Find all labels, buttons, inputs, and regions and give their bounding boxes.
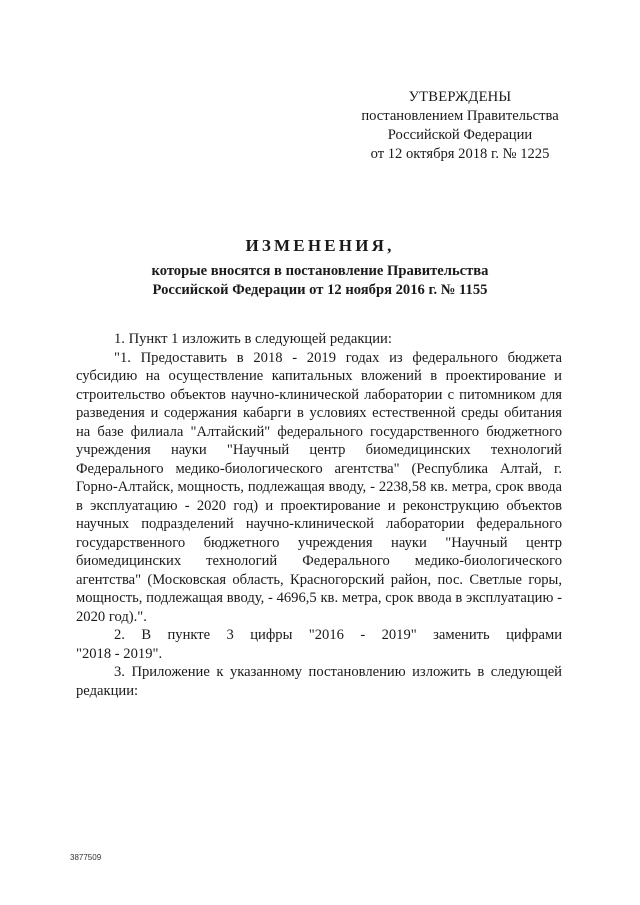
item-3: 3. Приложение к указанному постановлению изложить в следующей редакции: (76, 664, 562, 699)
approval-line-2: Российской Федерации (387, 127, 533, 143)
item-2-line-1: 2. В пункте 3 цифры "2016 - 2019" заменить цифрами (114, 627, 562, 643)
approval-title: УТВЕРЖДЕНЫ (408, 89, 512, 105)
subheading-line-1: которые вносятся в постановление Правительства (151, 263, 489, 279)
document-subheading (0, 262, 640, 300)
subheading-line-2: Российской Федерации от 12 ноября 2016 г. № 1155 (152, 282, 488, 298)
document-body (76, 330, 562, 700)
approval-block (330, 88, 590, 164)
approval-line-1: постановлением Правительства (361, 108, 559, 124)
approval-line-3: от 12 октября 2018 г. № 1225 (370, 146, 550, 162)
document-heading: ИЗМЕНЕНИЯ, (245, 236, 395, 255)
item-1-body: "1. Предоставить в 2018 - 2019 годах из федерального бюджета субсидию на осуществление капитальных вложений в проектирование и строительство объектов научно-клинической лаборатории с питомником для разведения и содержания кабарги в условиях естественной среды обитания на базе филиала "Алтайский" федерального государственного бюджетного учреждения науки "Научный центр биомедицинских технологий Федерального медико-биологического агентства" (Республика Алтай, г. Горно-Алтайск, мощность, подлежащая вводу, - 2238,58 кв. метра, срок ввода в эксплуатацию - 2020 год) и проектирование и реконструкцию объектов научных подразделений научно-клинической лаборатории федерального государственного бюджетного учреждения науки "Научный центр биомедицинских технологий Федерального медико-биологического агентства" (Московская область, Красногорский район, пос. Светлые горы, мощность, подлежащая вводу, - 4696,5 кв. метра, срок ввода в эксплуатацию - 2020 год).". (76, 349, 562, 625)
item-2-line-2: "2018 - 2019". (76, 645, 163, 662)
item-1-intro: 1. Пункт 1 изложить в следующей редакции: (114, 331, 392, 347)
document-code: 3877509 (70, 853, 102, 862)
